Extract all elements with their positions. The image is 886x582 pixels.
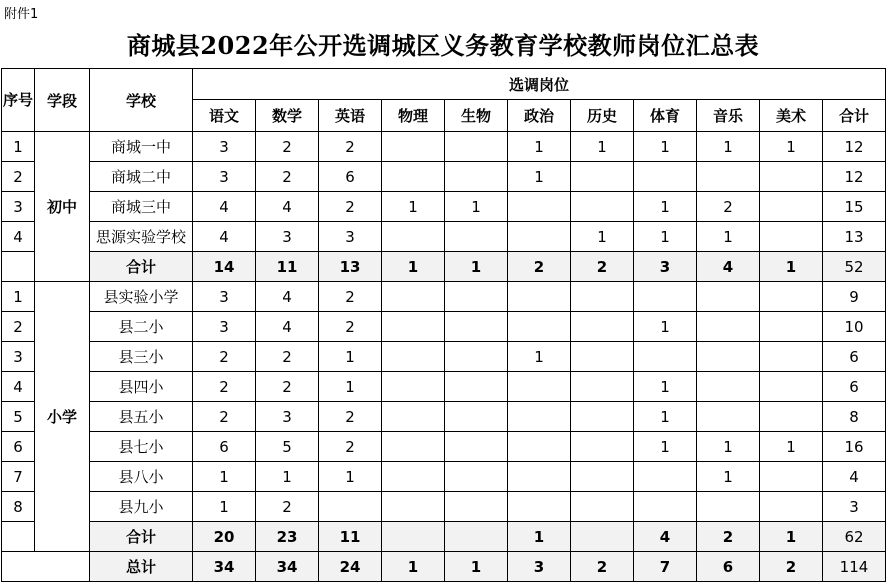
table-cell [634,162,697,192]
table-cell: 1 [760,432,823,462]
table-cell [760,492,823,522]
table-cell: 62 [823,522,886,552]
school-name: 县三小 [90,342,193,372]
table-cell: 1 [193,492,256,522]
table-cell: 1 [697,132,760,162]
table-row [2,342,886,372]
table-cell: 1 [445,552,508,582]
table-cell: 2 [319,192,382,222]
table-cell: 1 [760,132,823,162]
table-cell [508,222,571,252]
table-cell: 4 [256,282,319,312]
table-cell: 1 [319,342,382,372]
table-cell [571,462,634,492]
table-row [2,282,886,312]
row-seq: 3 [2,192,35,222]
table-cell: 2 [571,252,634,282]
table-cell [445,402,508,432]
table-cell [445,372,508,402]
header-row-1 [2,69,886,100]
table-cell [508,402,571,432]
table-cell: 3 [823,492,886,522]
table-cell [508,192,571,222]
subtotal-row [2,252,886,282]
table-cell: 1 [382,192,445,222]
table-cell: 1 [697,432,760,462]
table-cell: 1 [193,462,256,492]
table-cell [697,282,760,312]
level-cell: 初中 [35,132,90,282]
table-cell: 13 [319,252,382,282]
table-cell: 2 [760,552,823,582]
table-cell: 3 [256,402,319,432]
table-cell: 2 [508,252,571,282]
table-row [2,402,886,432]
table-cell [571,342,634,372]
row-seq: 8 [2,492,35,522]
header-subject: 英语 [319,100,382,132]
table-cell: 52 [823,252,886,282]
table-cell: 20 [193,522,256,552]
table-cell: 1 [508,522,571,552]
attachment-label: 附件1 [4,7,39,22]
row-seq: 2 [2,312,35,342]
table-cell [571,522,634,552]
table-cell: 2 [697,192,760,222]
table-cell [382,282,445,312]
school-name: 县五小 [90,402,193,432]
table-cell [760,192,823,222]
school-name: 县七小 [90,432,193,462]
table-cell: 1 [634,402,697,432]
table-cell [508,492,571,522]
table-cell [634,282,697,312]
table-cell [382,312,445,342]
table-cell [382,522,445,552]
grand-total-label: 总计 [90,552,193,582]
table-cell: 4 [697,252,760,282]
table-cell [445,132,508,162]
table-cell: 3 [193,282,256,312]
table-cell [697,492,760,522]
table-cell [508,312,571,342]
school-name: 县九小 [90,492,193,522]
row-seq: 2 [2,162,35,192]
table-cell: 6 [823,342,886,372]
table-cell: 10 [823,312,886,342]
table-cell: 1 [760,252,823,282]
table-cell [571,492,634,522]
table-cell: 1 [508,132,571,162]
table-cell: 2 [571,552,634,582]
table-cell [382,492,445,522]
table-cell: 8 [823,402,886,432]
table-cell: 1 [319,462,382,492]
table-cell [445,342,508,372]
header-level: 学段 [35,69,90,132]
header-subject: 生物 [445,100,508,132]
header-subject: 政治 [508,100,571,132]
table-cell [760,462,823,492]
table-cell: 1 [382,252,445,282]
table-cell [382,132,445,162]
table-cell [697,342,760,372]
table-cell: 2 [256,342,319,372]
table-cell [697,312,760,342]
table-cell: 4 [193,222,256,252]
table-cell [382,222,445,252]
table-row [2,162,886,192]
table-cell: 2 [319,282,382,312]
page-title: 商城县2022年公开选调城区义务教育学校教师岗位汇总表 [126,31,760,60]
subtotal-label: 合计 [90,252,193,282]
table-cell: 34 [256,552,319,582]
table-row [2,432,886,462]
school-name: 商城一中 [90,132,193,162]
table-cell [319,492,382,522]
table-cell: 6 [319,162,382,192]
table-row [2,462,886,492]
table-cell: 12 [823,132,886,162]
row-seq: 4 [2,222,35,252]
table-cell [382,402,445,432]
row-seq: 6 [2,432,35,462]
table-cell: 2 [256,372,319,402]
row-seq: 4 [2,372,35,402]
table-cell: 1 [634,192,697,222]
table-cell: 1 [508,162,571,192]
table-cell: 3 [193,132,256,162]
table-cell: 1 [382,552,445,582]
table-cell: 3 [319,222,382,252]
table-cell: 1 [697,462,760,492]
table-cell [508,462,571,492]
header-subject: 物理 [382,100,445,132]
table-cell: 24 [319,552,382,582]
table-cell [760,402,823,432]
school-name: 商城二中 [90,162,193,192]
table-cell [445,312,508,342]
table-cell [571,192,634,222]
table-cell: 1 [445,192,508,222]
table-cell [571,432,634,462]
table-cell [760,162,823,192]
table-cell [571,162,634,192]
table-cell [445,282,508,312]
table-row [2,372,886,402]
table-row [2,132,886,162]
table-cell [445,432,508,462]
header-subject: 美术 [760,100,823,132]
table-cell [571,372,634,402]
table-cell: 1 [571,222,634,252]
table-cell [634,462,697,492]
header-subject: 合计 [823,100,886,132]
positions-table [1,68,886,582]
table-cell [382,462,445,492]
subtotal-row [2,522,886,552]
table-cell: 1 [697,222,760,252]
table-cell: 11 [319,522,382,552]
table-cell: 4 [634,522,697,552]
table-cell: 5 [256,432,319,462]
table-row [2,492,886,522]
table-cell [697,372,760,402]
table-cell: 23 [256,522,319,552]
table-cell: 4 [256,192,319,222]
table-cell [760,342,823,372]
table-cell: 1 [508,342,571,372]
table-cell: 12 [823,162,886,192]
table-row [2,192,886,222]
table-cell: 2 [256,492,319,522]
table-cell: 4 [256,312,319,342]
row-seq: 7 [2,462,35,492]
table-cell: 13 [823,222,886,252]
school-name: 思源实验学校 [90,222,193,252]
table-cell: 34 [193,552,256,582]
table-cell [445,462,508,492]
table-cell [382,432,445,462]
table-cell: 1 [571,132,634,162]
table-cell: 2 [193,402,256,432]
table-cell: 4 [823,462,886,492]
table-cell [445,522,508,552]
table-row [2,222,886,252]
table-row [2,312,886,342]
table-cell [697,402,760,432]
row-seq: 1 [2,132,35,162]
table-cell: 2 [697,522,760,552]
table-cell [760,372,823,402]
row-seq: 3 [2,342,35,372]
table-cell [760,222,823,252]
table-cell: 9 [823,282,886,312]
table-cell: 1 [760,522,823,552]
table-cell: 1 [634,372,697,402]
table-cell: 6 [193,432,256,462]
table-cell: 2 [256,162,319,192]
table-cell [634,492,697,522]
table-cell: 2 [193,372,256,402]
table-cell [571,282,634,312]
header-positions-group: 选调岗位 [193,69,886,100]
level-cell: 小学 [35,282,90,552]
table-cell: 2 [319,132,382,162]
table-cell [697,162,760,192]
table-cell [445,492,508,522]
table-cell [571,402,634,432]
table-cell: 6 [697,552,760,582]
school-name: 县四小 [90,372,193,402]
table-cell: 2 [193,342,256,372]
table-cell: 1 [256,462,319,492]
header-subject: 数学 [256,100,319,132]
table-cell [445,162,508,192]
table-cell: 1 [634,132,697,162]
table-cell [382,342,445,372]
header-subject: 历史 [571,100,634,132]
header-subject: 音乐 [697,100,760,132]
header-seq: 序号 [2,69,35,132]
table-cell: 7 [634,552,697,582]
row-seq: 5 [2,402,35,432]
table-cell: 15 [823,192,886,222]
subtotal-label: 合计 [90,522,193,552]
table-cell: 6 [823,372,886,402]
header-subject: 体育 [634,100,697,132]
table-cell [760,312,823,342]
table-cell: 4 [193,192,256,222]
header-subject: 语文 [193,100,256,132]
table-cell: 3 [634,252,697,282]
school-name: 县二小 [90,312,193,342]
table-cell: 16 [823,432,886,462]
table-cell [571,312,634,342]
row-seq: 1 [2,282,35,312]
school-name: 商城三中 [90,192,193,222]
table-cell: 2 [319,312,382,342]
table-cell: 114 [823,552,886,582]
table-cell: 2 [319,432,382,462]
header-school: 学校 [90,69,193,132]
table-cell [760,282,823,312]
grand-total-row [2,552,886,582]
table-cell: 14 [193,252,256,282]
row-seq-empty [2,522,35,552]
table-cell: 1 [319,372,382,402]
table-cell: 3 [193,162,256,192]
table-cell: 2 [256,132,319,162]
table-cell [508,282,571,312]
table-cell: 1 [634,222,697,252]
table-cell [382,162,445,192]
table-cell: 11 [256,252,319,282]
table-cell: 1 [634,312,697,342]
table-cell: 1 [445,252,508,282]
table-cell [634,342,697,372]
table-cell: 3 [193,312,256,342]
table-cell [508,372,571,402]
table-cell [508,432,571,462]
table-cell [445,222,508,252]
school-name: 县八小 [90,462,193,492]
table-cell: 3 [508,552,571,582]
table-cell: 3 [256,222,319,252]
row-seq-empty [2,252,35,282]
table-cell [382,372,445,402]
school-name: 县实验小学 [90,282,193,312]
table-cell: 2 [319,402,382,432]
table-cell: 1 [634,432,697,462]
grand-total-empty [2,552,90,582]
